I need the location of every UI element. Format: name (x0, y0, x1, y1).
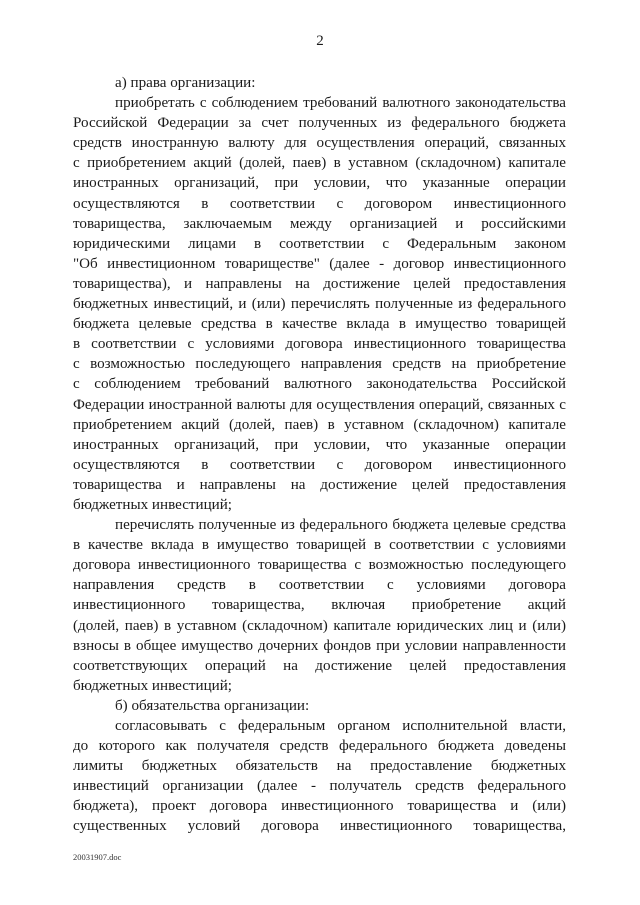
text-line: договора инвестиционного товарищества с возможностью последующего (73, 557, 566, 574)
text-line: инвестиций организации (далее - получатель средств федерального (73, 778, 566, 795)
text-line: бюджетных инвестиций; (73, 677, 232, 694)
text-line: в качестве вклада в имущество товарищей в соответствии с условиями (73, 537, 566, 554)
text-line: (долей, паев) в уставном (складочном) капитале юридических лиц и (или) (73, 617, 566, 634)
text-line: соответствующих операций на достижение целей предоставления (73, 657, 566, 674)
text-line: в соответствии с условиями договора инвестиционного товарищества (73, 336, 566, 353)
text-line: средств иностранную валюту для осуществления операций, связанных (73, 135, 566, 152)
file-name-footer: 20031907.doc (73, 852, 122, 862)
page-number: 2 (316, 33, 324, 49)
text-line: иностранных организаций, при условии, что указанные операции (73, 175, 566, 192)
text-line: перечислять полученные из федерального бюджета целевые средства (115, 517, 566, 534)
text-line: бюджетных инвестиций, и (или) перечислять полученные из федерального (73, 296, 566, 313)
text-line: с соблюдением требований валютного законодательства Российской (73, 376, 566, 393)
text-line: до которого как получателя средств федерального бюджета доведены (73, 738, 566, 755)
text-line: бюджетных инвестиций; (73, 496, 232, 513)
text-line: "Об инвестиционном товариществе" (далее - договор инвестиционного (73, 255, 566, 272)
text-line: товарищества), и направлены на достижение целей предоставления (73, 275, 566, 292)
text-line: бюджета целевые средства в качестве вклада в имущество товарищей (73, 316, 566, 333)
text-line: иностранных организаций, при условии, что указанные операции (73, 436, 566, 453)
text-line: взносы в общее имущество дочерних фондов при условии направленности (73, 637, 566, 654)
text-line: а) права организации: (115, 75, 256, 91)
text-line: инвестиционного товарищества, включая приобретение акций (73, 597, 566, 614)
text-line: юридическими лицами в соответствии с Федеральным законом (73, 235, 566, 252)
text-line: осуществляются в соответствии с договором инвестиционного (73, 195, 566, 212)
text-line: б) обязательства организации: (115, 697, 310, 714)
text-line: направления средств в соответствии с условиями договора (73, 577, 566, 594)
text-line: товарищества и направлены на достижение целей предоставления (73, 476, 566, 493)
text-line: существенных условий договора инвестиционного товарищества, (73, 818, 566, 835)
text-line: согласовывать с федеральным органом исполнительной власти, (115, 718, 566, 734)
text-line: осуществляются в соответствии с договором инвестиционного (73, 456, 566, 473)
text-line: приобретением акций (долей, паев) в уставном (складочном) капитале (73, 416, 566, 433)
text-line: Федерации иностранной валюты для осуществления операций, связанных с (73, 396, 566, 413)
text-line: товарищества, заключаемым между организацией и российскими (73, 215, 566, 232)
text-line: Российской Федерации за счет полученных из федерального бюджета (73, 115, 566, 132)
text-line: с приобретением акций (долей, паев) в уставном (складочном) капитале (73, 155, 566, 172)
text-line: с возможностью последующего направления средств на приобретение (73, 356, 566, 373)
text-line: лимиты бюджетных обязательств на предоставление бюджетных (73, 758, 566, 775)
document-body (73, 73, 566, 837)
text-line: бюджета), проект договора инвестиционного товарищества и (или) (73, 798, 566, 815)
text-line: приобретать с соблюдением требований валютного законодательства (115, 95, 566, 112)
